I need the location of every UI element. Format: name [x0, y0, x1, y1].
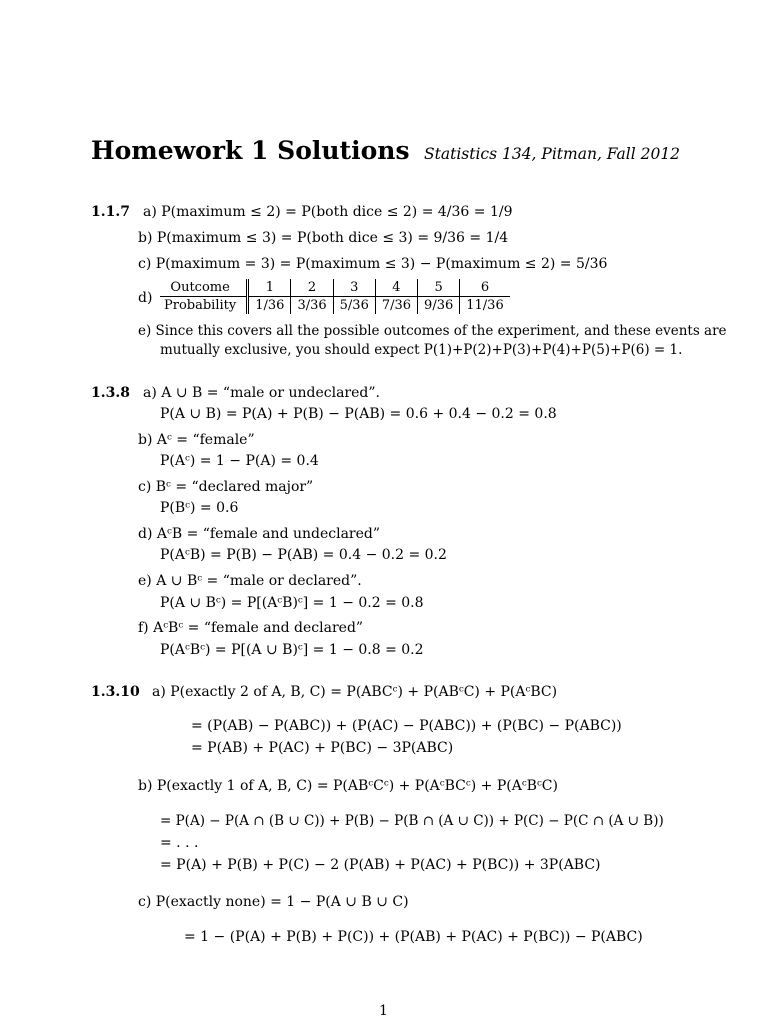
outcome-table-wrap — [160, 279, 510, 314]
part-d-line2: P(AᶜB) = P(B) − P(AB) = 0.4 − 0.2 = 0.2 — [160, 547, 447, 563]
outcome-cell: 4 — [375, 279, 417, 297]
part-c-line2: = 1 − (P(A) + P(B) + P(C)) + (P(AB) + P(AC) + P(BC)) − P(ABC) — [184, 929, 643, 945]
part-c-line1: c) P(exactly none) = 1 − P(A ∪ B ∪ C) — [138, 894, 409, 910]
part-d-line1: d) AᶜB = “female and undeclared” — [138, 526, 381, 542]
problem-number: 1.1.7 — [91, 204, 130, 220]
probability-cell: 11/36 — [460, 297, 510, 315]
part-b-line2: P(Aᶜ) = 1 − P(A) = 0.4 — [160, 453, 319, 469]
part-d-label: d) — [138, 290, 153, 306]
part-e-line1: e) A ∪ Bᶜ = “male or declared”. — [138, 573, 362, 589]
table-row-probability — [160, 297, 510, 315]
part-c-line1: c) Bᶜ = “declared major” — [138, 479, 314, 495]
part-f-line1: f) AᶜBᶜ = “female and declared” — [138, 620, 364, 636]
course-subtitle: Statistics 134, Pitman, Fall 2012 — [424, 145, 681, 163]
part-e-line2: mutually exclusive, you should expect P(1)+P(2)+P(3)+P(4)+P(5)+P(6) = 1. — [160, 342, 683, 358]
outcome-cell: 3 — [333, 279, 375, 297]
part-e-line2: P(A ∪ Bᶜ) = P[(AᶜB)ᶜ] = 1 − 0.2 = 0.8 — [160, 595, 424, 611]
outcome-cell: 1 — [248, 279, 291, 297]
probability-cell: 1/36 — [248, 297, 291, 315]
table-row-outcome — [160, 279, 510, 297]
part-a-line3: = P(AB) + P(AC) + P(BC) − 3P(ABC) — [191, 740, 454, 756]
part-b: b) P(maximum ≤ 3) = P(both dice ≤ 3) = 9/36 = 1/4 — [138, 230, 509, 246]
probability-cell: 3/36 — [291, 297, 333, 315]
part-c: c) P(maximum = 3) = P(maximum ≤ 3) − P(maximum ≤ 2) = 5/36 — [138, 256, 608, 272]
part-b-line1: b) Aᶜ = “female” — [138, 432, 255, 448]
problem-number: 1.3.10 — [91, 684, 140, 700]
outcome-cell: 2 — [291, 279, 333, 297]
row-label-probability: Probability — [160, 297, 248, 315]
part-b-line1: b) P(exactly 1 of A, B, C) = P(ABᶜCᶜ) + P(AᶜBCᶜ) + P(AᶜBᶜC) — [138, 778, 558, 794]
probability-cell: 5/36 — [333, 297, 375, 315]
part-a-line2: P(A ∪ B) = P(A) + P(B) − P(AB) = 0.6 + 0.4 − 0.2 = 0.8 — [160, 406, 557, 422]
part-a-line1: a) P(exactly 2 of A, B, C) = P(ABCᶜ) + P(ABᶜC) + P(AᶜBC) — [152, 684, 558, 700]
row-label-outcome: Outcome — [170, 280, 230, 295]
outcome-cell: 5 — [418, 279, 460, 297]
part-b-line4: = P(A) + P(B) + P(C) − 2 (P(AB) + P(AC) + P(BC)) + 3P(ABC) — [160, 857, 601, 873]
outcome-cell: 6 — [460, 279, 510, 297]
probability-cell: 7/36 — [375, 297, 417, 315]
part-f-line2: P(AᶜBᶜ) = P[(A ∪ B)ᶜ] = 1 − 0.8 = 0.2 — [160, 642, 424, 658]
part-a-line1: a) A ∪ B = “male or undeclared”. — [143, 385, 380, 401]
part-b-line2: = P(A) − P(A ∩ (B ∪ C)) + P(B) − P(B ∩ (A ∪ C)) + P(C) − P(C ∩ (A ∪ B)) — [160, 813, 664, 829]
part-a-line2: = (P(AB) − P(ABC)) + (P(AC) − P(ABC)) + (P(BC) − P(ABC)) — [191, 718, 622, 734]
part-c-line2: P(Bᶜ) = 0.6 — [160, 500, 239, 516]
outcome-probability-table — [160, 279, 510, 314]
page-title: Homework 1 Solutions — [91, 136, 410, 165]
problem-number: 1.3.8 — [91, 385, 130, 401]
probability-cell: 9/36 — [418, 297, 460, 315]
part-b-line3: = . . . — [160, 835, 199, 851]
part-a: a) P(maximum ≤ 2) = P(both dice ≤ 2) = 4/36 = 1/9 — [143, 204, 513, 220]
page-number: 1 — [379, 1003, 388, 1019]
part-e-line1: e) Since this covers all the possible outcomes of the experiment, and these events are — [138, 323, 727, 339]
